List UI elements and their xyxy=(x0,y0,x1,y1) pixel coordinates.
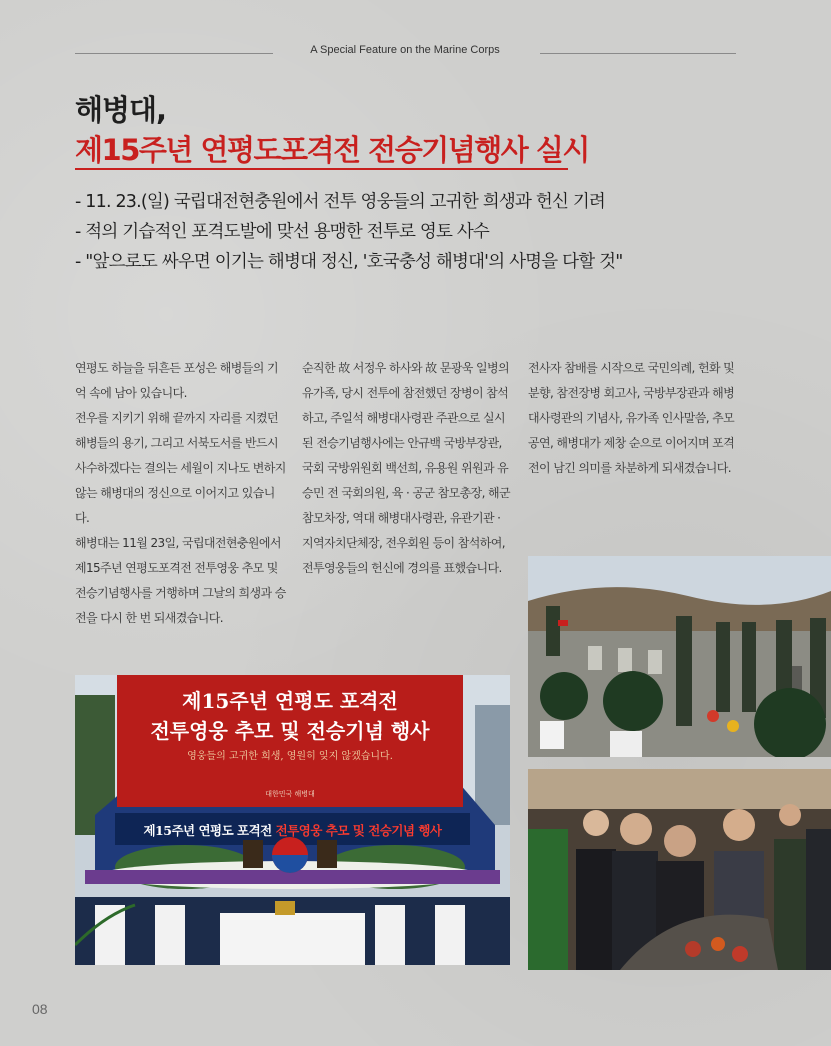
title-underline xyxy=(75,168,568,170)
paragraph: 전사자 참배를 시작으로 국민의례, 헌화 및 분향, 참전장병 회고사, 국방부장관과 해병대사령관의 기념사, 유가족 인사말씀, 추모공연, 해병대가 제창 순으로 이어지며 포격전이 남긴 의미를 차분하게 되새겼습니다. xyxy=(528,361,735,475)
ceremony-altar-photo xyxy=(75,675,510,965)
banner-caption: 영웅들의 고귀한 희생, 영원히 잊지 않겠습니다. xyxy=(187,751,393,762)
cemetery-honor-guard-photo xyxy=(528,556,831,757)
paragraph: 순직한 故 서정우 하사와 故 문광욱 일병의 유가족, 당시 전투에 참전했던 장병이 참석하고, 주일석 해병대사령관 주관으로 실시된 전승기념행사에는 안규백 국방부장관, 국회 국방위원회 백선희, 유용원 위원과 유승민 전 국회의원, 육 · 공군 참모총장, 해군참모차장, 역대 해병대사령관, 유관기관 · 지역자치단체장, 전우회원 등이 참석하여, 전투영웅들의 헌신에 경의를 표했습니다. xyxy=(302,361,511,575)
subtitle-2: - 적의 기습적인 포격도발에 맞선 용맹한 전투로 영토 사수 xyxy=(75,222,490,242)
banner-subtitle: 전투영웅 추모 및 전승기념 행사 xyxy=(150,719,430,743)
paragraph: 해병대는 11월 23일, 국립대전현충원에서 제15주년 연평도포격전 전투영웅 추모 및 전승기념행사를 거행하며 그날의 희생과 승전을 다시 한 번 되새겼습니다. xyxy=(75,536,286,625)
body-column-2 xyxy=(302,356,514,581)
header-rule-left xyxy=(75,53,273,54)
article-title-line1: 해병대, xyxy=(75,93,167,127)
banner-org: 대한민국 해병대 xyxy=(265,790,315,798)
paragraph: 전우를 지키기 위해 끝까지 자리를 지켰던 해병들의 용기, 그리고 서북도서를 반드시 사수하겠다는 결의는 세월이 지나도 변하지 않는 해병대의 정신으로 이어지고 있습니다. xyxy=(75,411,286,525)
page-number: 08 xyxy=(32,1001,48,1017)
altar-banner-text-red: 전투영웅 추모 및 전승기념 행사 xyxy=(275,823,442,838)
paragraph: 연평도 하늘을 뒤흔든 포성은 해병들의 기억 속에 남아 있습니다. xyxy=(75,361,278,400)
banner-title: 제15주년 연평도 포격전 xyxy=(182,689,398,713)
subtitle-1: - 11. 23.(일) 국립대전현충원에서 전투 영웅들의 고귀한 희생과 헌신 기려 xyxy=(75,192,606,212)
header-rule-right xyxy=(540,53,736,54)
article-title-line2: 제15주년 연평도포격전 전승기념행사 실시 xyxy=(75,133,589,167)
body-column-1 xyxy=(75,356,287,631)
officials-tribute-photo xyxy=(528,769,831,970)
altar-banner-text xyxy=(115,821,470,839)
officials-illustration xyxy=(528,769,831,970)
subtitle-3: - "앞으로도 싸우면 이기는 해병대 정신, '호국충성 해병대'의 사명을 다할 것" xyxy=(75,252,623,272)
feature-label: A Special Feature on the Marine Corps xyxy=(310,44,500,56)
event-banner-screen xyxy=(117,675,463,807)
altar-banner-text-white: 제15주년 연평도 포격전 xyxy=(143,823,276,838)
cemetery-illustration xyxy=(528,556,831,757)
body-column-3 xyxy=(528,356,740,481)
